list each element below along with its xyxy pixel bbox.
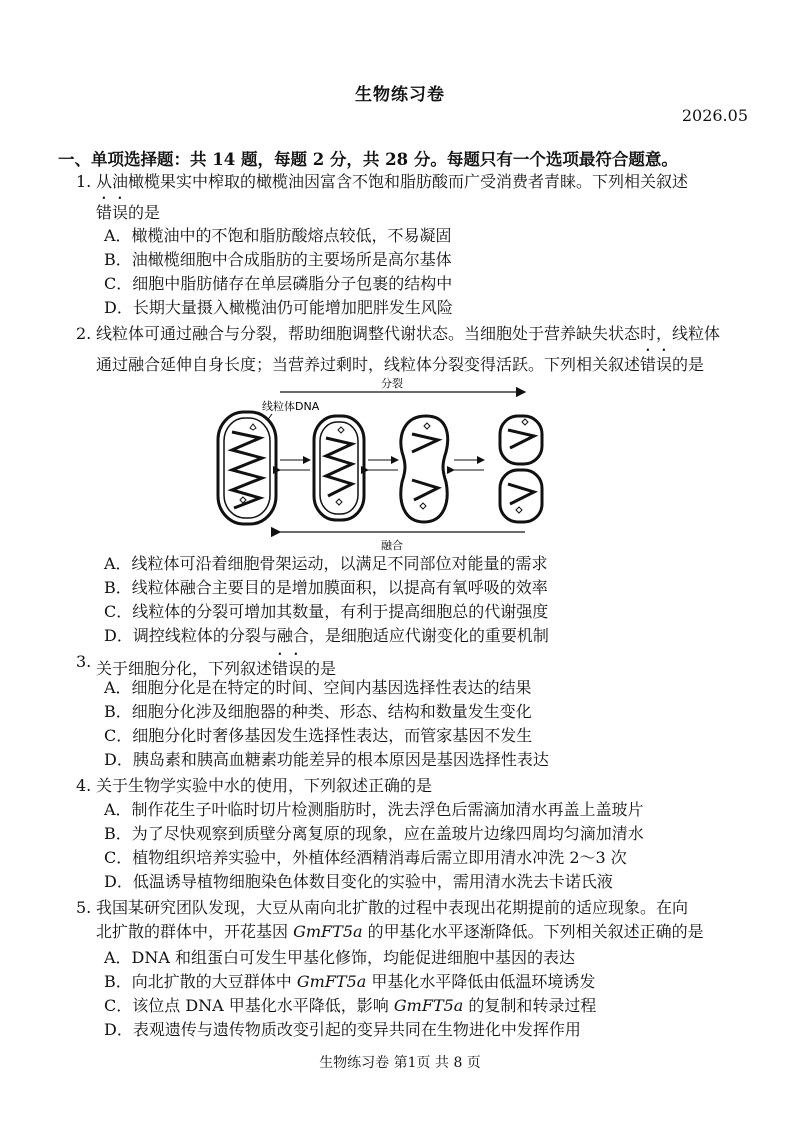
question-5 (76, 896, 736, 944)
emphasis-text: 错误 (96, 203, 129, 222)
option-2d[interactable]: D．调控线粒体的分裂与融合，是细胞适应代谢变化的重要机制 (104, 626, 549, 645)
mitochondrion-dividing (401, 416, 448, 522)
option-5d[interactable]: D．表观遗传与遗传物质改变引起的变异共同在生物进化中发挥作用 (104, 1020, 581, 1039)
option-5b[interactable] (104, 970, 595, 994)
page-title: 生物练习卷 (355, 85, 445, 105)
fusion-label: 融合 (381, 539, 403, 552)
option-4a[interactable]: A．制作花生子叶临时切片检测脂肪时，洗去浮色后需滴加清水再盖上盖玻片 (104, 800, 644, 819)
option-5c[interactable] (104, 994, 596, 1018)
emphasis-text: 错误 (640, 355, 673, 374)
mitochondrion-medium (314, 416, 364, 520)
mitochondrion-large (218, 412, 276, 524)
option-text: 的复制和转录过程 (463, 996, 597, 1015)
page-footer: 生物练习卷 第1页 共 8 页 (319, 1055, 481, 1071)
section-header: 一、单项选择题：共 14 题，每题 2 分，共 28 分。每题只有一个选项最符合题意。 (58, 150, 678, 169)
option-3b[interactable]: B．细胞分化涉及细胞器的种类、形态、结构和数量发生变化 (104, 702, 532, 721)
option-text: 甲基化水平降低由低温环境诱发 (366, 972, 596, 991)
question-2 (76, 322, 736, 377)
option-1d[interactable]: D．长期大量摄入橄榄油仍可能增加肥胖发生风险 (104, 298, 453, 317)
question-stem-tail: 的甲基化水平逐渐降低。下列相关叙述正确的是 (362, 922, 704, 941)
option-4d[interactable]: D．低温诱导植物细胞染色体数目变化的实验中，需用清水洗去卡诺氏液 (104, 872, 613, 891)
question-number: 5. (76, 898, 92, 917)
question-stem-tail: 的是 (128, 203, 161, 222)
option-3c[interactable]: C．细胞分化时奢侈基因发生选择性表达，而管家基因不发生 (104, 726, 533, 745)
option-3d[interactable]: D．胰岛素和胰高血糖素功能差异的根本原因是基因选择性表达 (104, 750, 549, 769)
question-number: 1. (76, 172, 92, 191)
question-stem: 关于细胞分化，下列叙述 (96, 659, 273, 678)
question-1 (76, 170, 736, 225)
exam-date: 2026.05 (681, 106, 748, 125)
option-2c[interactable]: C．线粒体的分裂可增加其数量，有利于提高细胞总的代谢强度 (104, 602, 549, 621)
question-stem: 从油橄榄果实中榨取的橄榄油因富含不饱和脂肪酸而广受消费者青睐。下列相关叙述 (96, 172, 689, 191)
gene-name: GmFT5a (393, 996, 464, 1015)
question-stem: 线粒体可通过融合与分裂，帮助细胞调整代谢状态。当细胞处于营养缺失状态时，线粒体 (96, 324, 721, 343)
option-1c[interactable]: C．细胞中脂肪储存在单层磷脂分子包裹的结构中 (104, 274, 453, 293)
question-stem-tail: 的是 (672, 355, 705, 374)
option-3a[interactable]: A．细胞分化是在特定的时间、空间内基因选择性表达的结果 (104, 678, 532, 697)
gene-name: GmFT5a (293, 922, 363, 941)
question-stem: 关于生物学实验中水的使用，下列叙述正确的是 (96, 776, 433, 795)
question-stem: 北扩散的群体中，开花基因 (96, 922, 294, 941)
option-text: C．该位点 DNA 甲基化水平降低，影响 (104, 996, 394, 1015)
question-4 (76, 774, 736, 798)
fission-label: 分裂 (381, 377, 403, 390)
question-stem: 我国某研究团队发现，大豆从南向北扩散的过程中表现出花期提前的适应现象。在向 (96, 898, 689, 917)
option-1a[interactable]: A．橄榄油中的不饱和脂肪酸熔点较低，不易凝固 (104, 226, 452, 245)
mitochondria-figure (210, 372, 590, 552)
option-text: B．向北扩散的大豆群体中 (104, 972, 297, 991)
option-2b[interactable]: B．线粒体融合主要目的是增加膜面积，以提高有氧呼吸的效率 (104, 578, 548, 597)
question-number: 2. (76, 324, 92, 343)
option-5a[interactable]: A．DNA 和组蛋白可发生甲基化修饰，均能促进细胞中基因的表达 (104, 948, 576, 967)
gene-name: GmFT5a (296, 972, 367, 991)
option-4c[interactable]: C．植物组织培养实验中，外植体经酒精消毒后需立即用清水冲洗 2～3 次 (104, 848, 627, 867)
question-stem: 通过融合延伸自身长度；当营养过剩时，线粒体分裂变得活跃。下列相关叙述 (96, 355, 641, 374)
question-number: 3. (76, 652, 92, 671)
option-2a[interactable]: A．线粒体可沿着细胞骨架运动，以满足不同部位对能量的需求 (104, 554, 548, 573)
question-number: 4. (76, 776, 92, 795)
mtdna-label: 线粒体DNA (262, 400, 320, 413)
emphasis-text: 错误 (272, 659, 305, 678)
question-stem-tail: 的是 (304, 659, 337, 678)
option-4b[interactable]: B．为了尽快观察到质壁分离复原的现象，应在盖玻片边缘四周均匀滴加清水 (104, 824, 644, 843)
option-1b[interactable]: B．油橄榄细胞中合成脂肪的主要场所是高尔基体 (104, 250, 452, 269)
mitochondria-divided (500, 416, 542, 522)
